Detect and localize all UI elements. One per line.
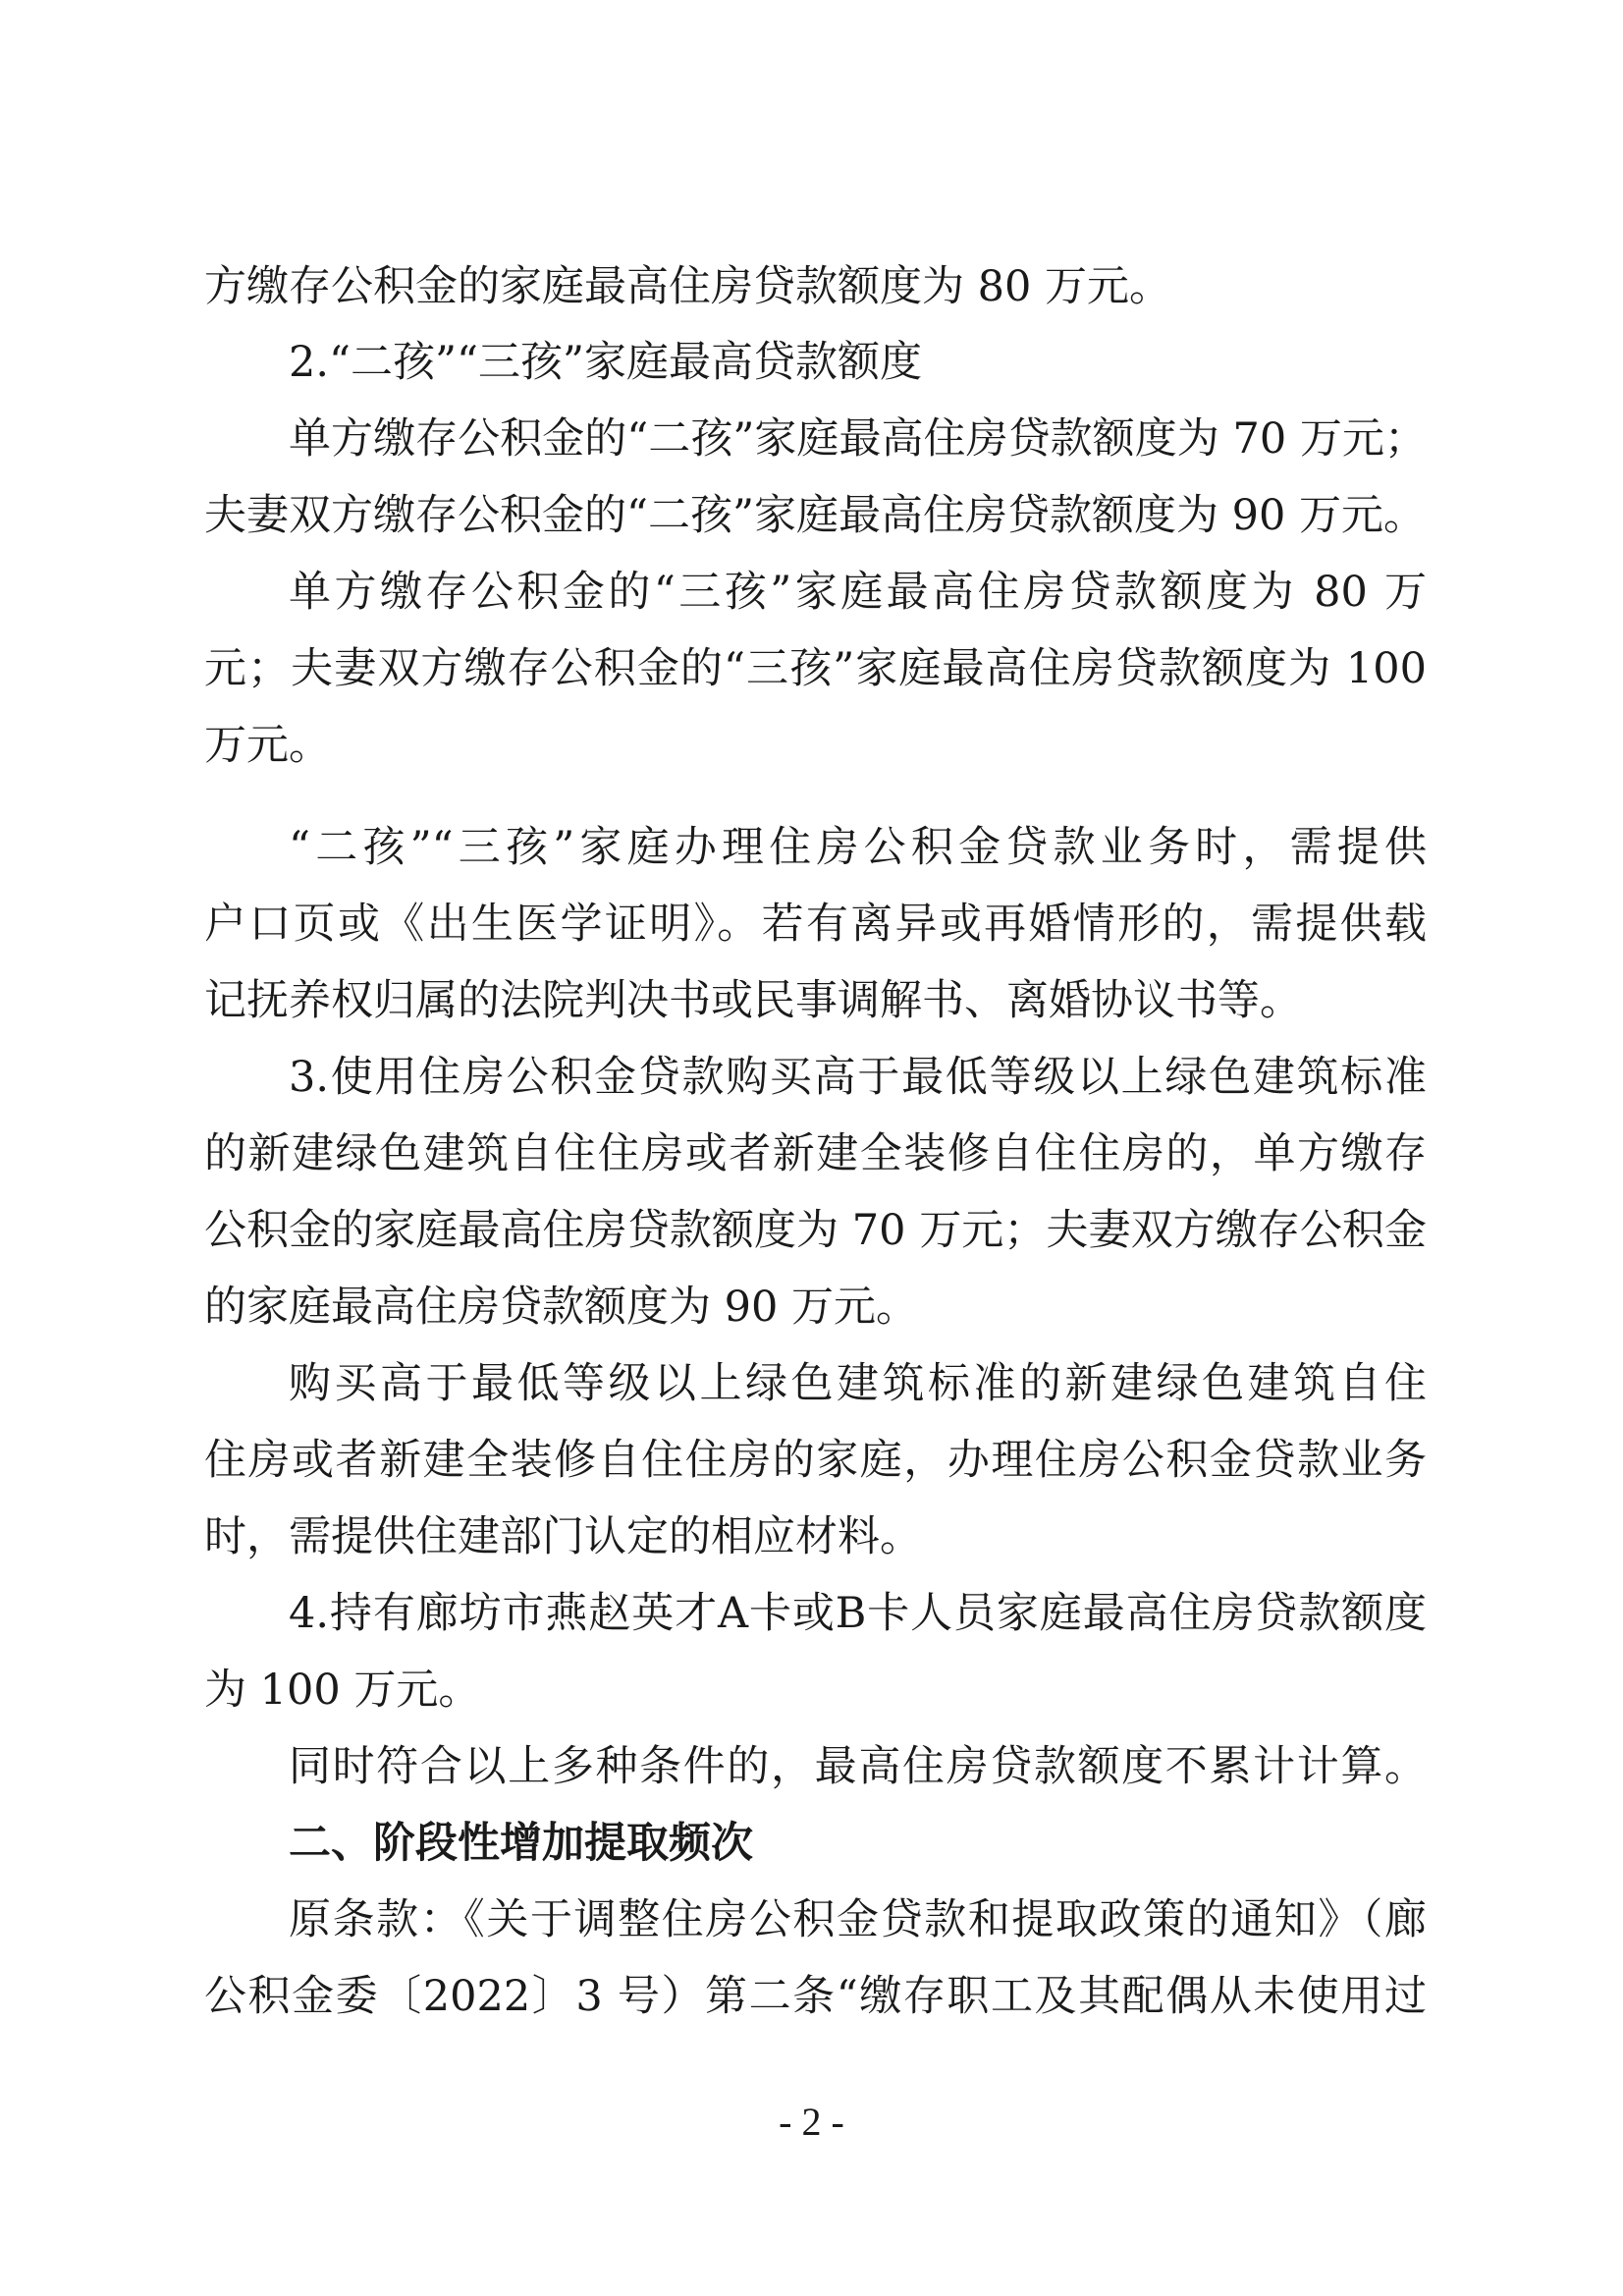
text-line: 方缴存公积金的家庭最高住房贷款额度为 80 万元。 (204, 262, 1172, 311)
text-line: 万元。 (204, 721, 331, 770)
text-line: 住房或者新建全装修自住住房的家庭，办理住房公积金贷款业务 (204, 1436, 1427, 1485)
text-line: 2.“二孩”“三孩”家庭最高贷款额度 (289, 338, 922, 387)
text-line: 时，需提供住建部门认定的相应材料。 (204, 1512, 922, 1561)
text-line: 夫妻双方缴存公积金的“二孩”家庭最高住房贷款额度为 90 万元。 (204, 491, 1427, 540)
text-line: 3.使用住房公积金贷款购买高于最低等级以上绿色建筑标准 (289, 1053, 1427, 1102)
text-line: 单方缴存公积金的“三孩”家庭最高住房贷款额度为 80 万 (289, 568, 1427, 617)
text-line: 的家庭最高住房贷款额度为 90 万元。 (204, 1283, 919, 1332)
text-line: 公积金委〔2022〕3 号）第二条“缴存职工及其配偶从未使用过 (204, 1972, 1427, 2021)
section-heading: 二、阶段性增加提取频次 (289, 1819, 753, 1868)
text-line: “二孩”“三孩”家庭办理住房公积金贷款业务时，需提供 (289, 823, 1427, 872)
text-line: 记抚养权归属的法院判决书或民事调解书、离婚协议书等。 (204, 976, 1302, 1025)
text-line: 为 100 万元。 (204, 1666, 481, 1715)
page-number: - 2 - (779, 2100, 844, 2144)
text-line: 原条款：《关于调整住房公积金贷款和提取政策的通知》（廊 (289, 1895, 1427, 1944)
text-line: 公积金的家庭最高住房贷款额度为 70 万元；夫妻双方缴存公积金 (204, 1206, 1427, 1255)
text-line: 购买高于最低等级以上绿色建筑标准的新建绿色建筑自住 (289, 1359, 1427, 1408)
text-line: 的新建绿色建筑自住住房或者新建全装修自住住房的，单方缴存 (204, 1129, 1427, 1178)
text-line: 单方缴存公积金的“二孩”家庭最高住房贷款额度为 70 万元； (289, 414, 1427, 464)
text-line: 户口页或《出生医学证明》。若有离异或再婚情形的，需提供载 (204, 900, 1427, 949)
text-line: 元；夫妻双方缴存公积金的“三孩”家庭最高住房贷款额度为 100 (204, 644, 1427, 693)
text-line: 同时符合以上多种条件的，最高住房贷款额度不累计计算。 (289, 1742, 1427, 1791)
text-line: 4.持有廊坊市燕赵英才A卡或B卡人员家庭最高住房贷款额度 (289, 1589, 1427, 1638)
